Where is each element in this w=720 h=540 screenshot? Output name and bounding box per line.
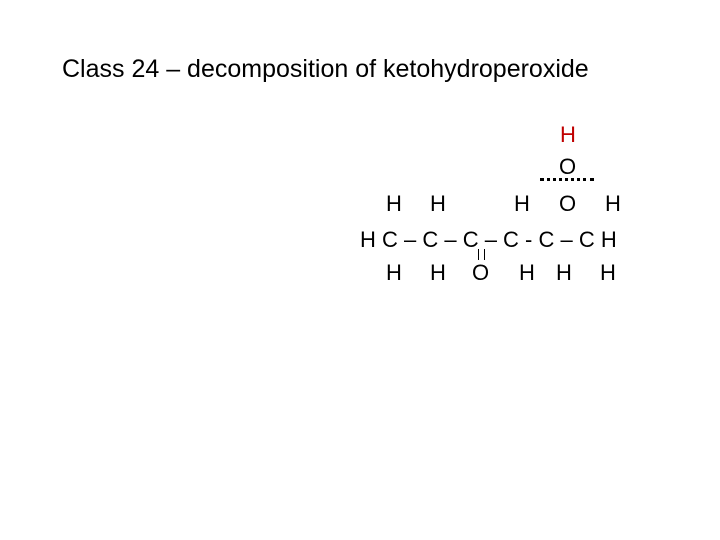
upper-atom-5: H [605, 191, 621, 216]
peroxide-hydrogen: H [560, 122, 576, 147]
slide-title: Class 24 – decomposition of ketohydroperoxide [62, 55, 589, 83]
upper-atom-2: H [430, 191, 446, 216]
lower-atom-6: H [600, 260, 616, 285]
lower-atom-3: O [472, 260, 490, 285]
lower-atom-2: H [430, 260, 446, 285]
lower-atom-5: H [556, 260, 572, 285]
carbon-chain: H C – C – C – C - C – C H [360, 227, 617, 252]
dotted-bond [540, 178, 594, 181]
carbonyl-double-bond [478, 249, 485, 260]
upper-atom-4: O [559, 191, 577, 216]
lower-atom-1: H [386, 260, 402, 285]
lower-atom-4: H [519, 260, 535, 285]
upper-atom-3: H [514, 191, 530, 216]
peroxide-oxygen: O [559, 154, 577, 179]
upper-atom-1: H [386, 191, 402, 216]
